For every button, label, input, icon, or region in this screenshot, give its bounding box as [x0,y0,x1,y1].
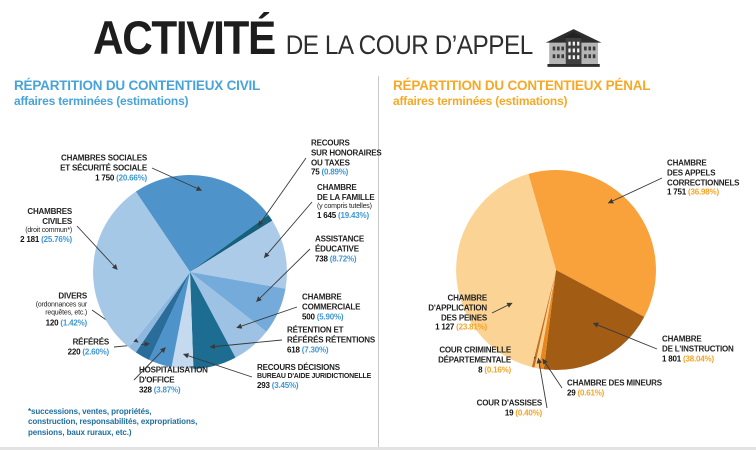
slice-label-text: DÉPARTEMENTALE [438,355,511,365]
slice-label-text: CORRECTIONNELS [667,178,740,187]
slice-label-text: D'APPLICATION [428,303,487,313]
civil-footnote [28,407,197,438]
slice-label-text: CHAMBRE DES MINEURS [567,378,662,388]
footnote-line-3: pensions, baux ruraux, etc.) [28,427,132,437]
slice-value-percent: (0.16%) [482,364,511,374]
slice-label-text: CHAMBRE [662,334,702,344]
civil-section-subtitle: affaires terminées (estimations) [14,93,189,108]
slice-label-text: COUR CRIMINELLE [439,345,511,355]
slice-value-percent: (5.90%) [314,311,344,321]
slice-value-percent: (1.42%) [58,318,87,328]
slice-label-text: RÉFÉRÉS [72,337,109,347]
slice-label-note: (y compris tutelles) [317,202,372,210]
slice-value-number: 618 [287,344,300,354]
slice-value-number: 220 [67,347,81,356]
slice-label-text: CHAMBRE [302,292,342,302]
slice-label-text: CHAMBRES SOCIALES [61,153,147,163]
slice-label-text: CIVILES [42,216,72,226]
civil-section-title: RÉPARTITION DU CONTENTIEUX CIVIL [14,78,261,93]
slice-label-subtext: BUREAU D'AIDE JURIDICTIONELLE [257,372,372,380]
slice-value-number: 500 [302,311,315,321]
title-main: ACTIVITÉ [93,11,275,64]
slice-value-percent: (38.04%) [681,353,714,363]
slice-label-text: DE L'INSTRUCTION [662,344,734,354]
slice-value-number: 293 [257,381,270,391]
slice-value-percent: (3.45%) [269,381,299,391]
slice-value-percent: (20.66%) [114,172,147,182]
slice-label-text: ASSISTANCE [315,234,364,244]
slice-label-text: DE LA FAMILLE [317,192,375,202]
slice-label-text: RECOURS DÉCISIONS [257,362,340,372]
slice-label-text: CHAMBRE [317,183,357,193]
footnote-line-1: *successions, ventes, propriétés, [28,407,152,416]
slice-label-text: CHAMBRE [667,158,707,168]
civil-section-header [14,78,260,108]
slice-label-text: RÉFÉRÉS RÉTENTIONS [287,335,375,345]
slice-value-number: 1 801 [662,353,682,363]
slice-label-text: CHAMBRE [447,293,487,303]
slice-label-text: DES APPELS [667,168,716,178]
slice-label-note: (droit commun*) [25,226,72,234]
slice-value-number: 19 [504,408,514,417]
slice-value-percent: (0.61%) [575,388,605,397]
slice-label-text: RÉTENTION ET [287,325,344,335]
slice-value-number: 2 181 [20,235,40,245]
slice-label-text: D'OFFICE [139,375,175,385]
courthouse-icon [545,28,601,68]
slice-label-text: COUR D'ASSISES [476,398,542,408]
penal-section-subtitle: affaires terminées (estimations) [393,93,568,108]
leader-line-recours-sur-honoraires-ou-taxes [258,158,306,226]
page-title [93,10,601,65]
slice-value-number: 1 750 [95,172,115,182]
slice-label-text: RECOURS [311,138,350,148]
slice-value-percent: (7.30%) [299,344,329,354]
slice-value-percent: (36.98%) [686,187,719,197]
slice-value-percent: (0.40%) [513,408,542,417]
penal-section-title: RÉPARTITION DU CONTENTIEUX PÉNAL [393,78,651,93]
slice-label-text: HOSPITALISATION [139,365,208,375]
slice-label-text: DES PEINES [440,313,487,322]
slice-value-number: 75 [311,167,320,177]
slice-label-text: SUR HONORAIRES [311,148,382,158]
slice-value-percent: (3.87%) [151,384,181,394]
slice-label-text: DIVERS [58,291,87,301]
slice-value-percent: (0.89%) [319,167,349,177]
slice-value-number: 328 [139,384,152,394]
slice-label-text: ET SÉCURITÉ SOCIALE [60,163,147,173]
slice-label-text: COMMERCIALE [302,302,361,312]
slice-value-number: 1 751 [667,187,687,197]
slice-value-percent: (8.72%) [327,253,357,263]
penal-section-header [393,78,650,108]
slice-value-percent: (25.76%) [39,235,72,245]
footnote-line-2: construction, responsabilités, expropriations, [28,417,198,427]
slice-label-text: CHAMBRES [27,207,72,217]
slice-value-number: 1 645 [317,211,337,221]
slice-label-note: (ordonnances sur requêtes, etc.) [35,301,87,317]
slice-value-percent: (2.60%) [80,347,109,356]
slice-label-text: ÉDUCATIVE [315,244,359,254]
slice-value-number: 120 [45,318,59,328]
title-sub: DE LA COUR D’APPEL [285,30,533,60]
slice-label-text: OU TAXES [311,158,350,167]
slice-value-percent: (19.43%) [336,211,369,221]
slice-value-percent: (23.81%) [454,322,487,332]
slice-value-number: 1 127 [435,322,455,332]
slice-value-number: 29 [567,388,576,397]
slice-value-number: 738 [315,253,328,263]
slice-value-number: 8 [478,364,483,374]
